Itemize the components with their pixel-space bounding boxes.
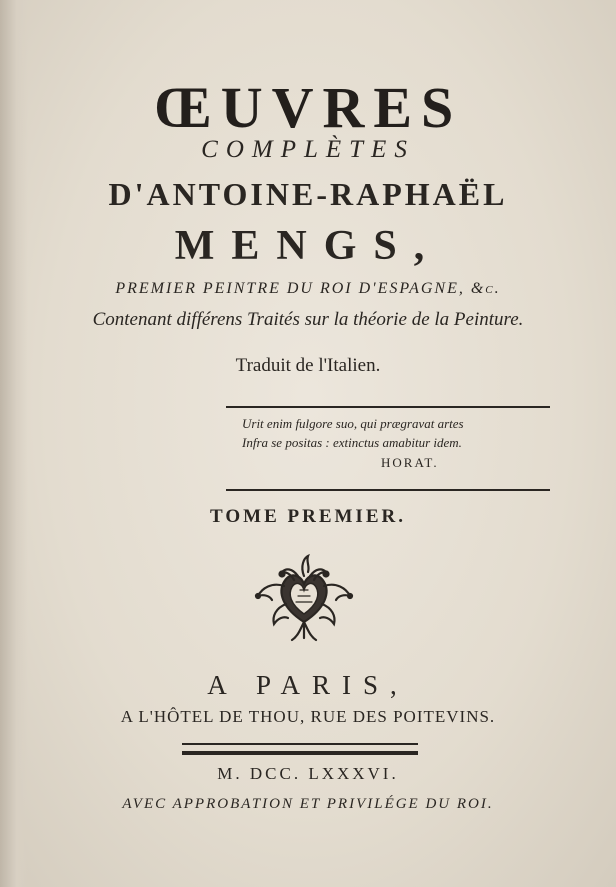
imprint-publisher: A L'HÔTEL DE THOU, RUE DES POITEVINS. [120, 707, 496, 726]
imprint-place: A PARIS, [207, 670, 409, 700]
imprint-rule-thin [182, 743, 418, 745]
epigraph-line-1: Urit enim fulgore suo, qui prægravat artes [242, 416, 464, 431]
epigraph-bottom-rule [226, 489, 550, 491]
imprint-rule-thick [182, 751, 418, 755]
contents-description: Contenant différens Traités sur la théorie de la Peinture. [92, 309, 524, 330]
imprint-date: M. DCC. LXXXVI. [217, 764, 399, 783]
translation-note: Traduit de l'Italien. [235, 355, 381, 376]
volume-label: TOME PREMIER. [210, 506, 406, 527]
title-author-name: D'ANTOINE-RAPHAËL [108, 176, 508, 212]
title-oeuvres: ŒUVRES [153, 75, 463, 140]
epigraph-line-2: Infra se positas : extinctus amabitur idem. [242, 435, 462, 450]
epigraph [242, 414, 552, 452]
title-author-surname: MENGS, [174, 223, 442, 269]
imprint-privilege: AVEC APPROBATION ET PRIVILÉGE DU ROI. [122, 796, 494, 812]
heart-cartouche-ornament-icon [248, 552, 360, 644]
title-completes: COMPLÈTES [201, 136, 415, 163]
epigraph-top-rule [226, 406, 550, 408]
epigraph-author: HORAT. [381, 455, 439, 470]
author-subtitle: PREMIER PEINTRE DU ROI D'ESPAGNE, &c. [115, 280, 501, 297]
